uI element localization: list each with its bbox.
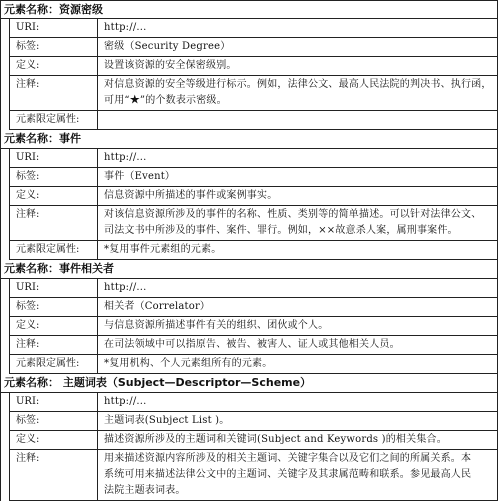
field-label: 定义: <box>10 187 98 206</box>
field-label: 标签: <box>10 38 98 57</box>
field-label: URI: <box>10 149 98 168</box>
field-value: 设置该资源的安全保密级别。 <box>98 57 498 76</box>
section-title: 元素名称：事件 <box>0 130 498 149</box>
field-row <box>0 317 498 336</box>
field-row <box>0 187 498 206</box>
indent-gutter <box>0 317 10 336</box>
indent-gutter <box>0 168 10 187</box>
field-label: 注释: <box>10 336 98 355</box>
field-value: 事件（Event） <box>98 168 498 187</box>
field-value <box>98 111 498 130</box>
indent-gutter <box>0 393 10 412</box>
field-row <box>0 431 498 450</box>
field-row <box>0 279 498 298</box>
field-value: 相关者（Correlator） <box>98 298 498 317</box>
indent-gutter <box>0 149 10 168</box>
indent-gutter <box>0 241 10 260</box>
field-value: *复用机构、个人元素组所有的元素。 <box>98 355 498 374</box>
field-label: 元素限定属性: <box>10 111 98 130</box>
indent-gutter <box>0 450 10 501</box>
section-title: 元素名称：事件相关者 <box>0 260 498 279</box>
field-value: 对该信息资源所涉及的事件的名称、性质、类别等的简单描述。可以针对法律公文、 司法文书中所涉及的事件、案件、罪行。例如，××故意杀人案，属刑事案件。 <box>98 206 498 241</box>
field-value: http://... <box>98 149 498 168</box>
field-row <box>0 149 498 168</box>
field-row <box>0 76 498 111</box>
field-value: *复用事件元素组的元素。 <box>98 241 498 260</box>
field-label: 注释: <box>10 206 98 241</box>
indent-gutter <box>0 431 10 450</box>
field-label: 注释: <box>10 450 98 501</box>
field-label: 定义: <box>10 317 98 336</box>
section-title: 元素名称： 主题词表（Subject—Descriptor—Scheme） <box>0 374 498 393</box>
field-value: http://... <box>98 279 498 298</box>
indent-gutter <box>0 187 10 206</box>
field-row <box>0 393 498 412</box>
field-value: http://... <box>98 393 498 412</box>
field-label: URI: <box>10 393 98 412</box>
field-row <box>0 450 498 501</box>
field-value: 对信息资源的安全等级进行标示。例如，法律公文、最高人民法院的判决书、执行函， 可用“★”的个数表示密级。 <box>98 76 498 111</box>
indent-gutter <box>0 19 10 38</box>
indent-gutter <box>0 412 10 431</box>
field-label: 注释: <box>10 76 98 111</box>
field-row <box>0 241 498 260</box>
field-label: 标签: <box>10 298 98 317</box>
field-row <box>0 19 498 38</box>
field-label: 标签: <box>10 168 98 187</box>
field-value: 在司法领域中可以指原告、被告、被害人、证人或其他相关人员。 <box>98 336 498 355</box>
field-value: 描述资源所涉及的主题词和关键词(Subject and Keywords )的相关集合。 <box>98 431 498 450</box>
field-label: 定义: <box>10 431 98 450</box>
indent-gutter <box>0 336 10 355</box>
field-value: 密级（Security Degree） <box>98 38 498 57</box>
field-label: 元素限定属性: <box>10 241 98 260</box>
field-row <box>0 298 498 317</box>
field-row <box>0 412 498 431</box>
field-row <box>0 336 498 355</box>
field-value: 用来描述资源内容所涉及的相关主题词、关键字集合以及它们之间的所属关系。本 系统可用来描述法律公文中的主题词、关键字及其隶属范畴和联系。参见最高人民 法院主题表词表。 <box>98 450 498 501</box>
indent-gutter <box>0 298 10 317</box>
field-row <box>0 355 498 374</box>
indent-gutter <box>0 38 10 57</box>
field-label: URI: <box>10 19 98 38</box>
section-title: 元素名称：资源密级 <box>0 0 498 19</box>
field-row <box>0 57 498 76</box>
field-label: 元素限定属性: <box>10 355 98 374</box>
field-row <box>0 168 498 187</box>
field-value: http://... <box>98 19 498 38</box>
field-row <box>0 111 498 130</box>
field-value: 信息资源中所描述的事件或案例事实。 <box>98 187 498 206</box>
indent-gutter <box>0 279 10 298</box>
indent-gutter <box>0 206 10 241</box>
field-row <box>0 38 498 57</box>
indent-gutter <box>0 57 10 76</box>
field-label: URI: <box>10 279 98 298</box>
field-label: 标签: <box>10 412 98 431</box>
field-label: 定义: <box>10 57 98 76</box>
indent-gutter <box>0 355 10 374</box>
indent-gutter <box>0 76 10 111</box>
field-value: 与信息资源所描述事件有关的组织、团伙或个人。 <box>98 317 498 336</box>
indent-gutter <box>0 111 10 130</box>
field-row <box>0 206 498 241</box>
field-value: 主题词表(Subject List )。 <box>98 412 498 431</box>
